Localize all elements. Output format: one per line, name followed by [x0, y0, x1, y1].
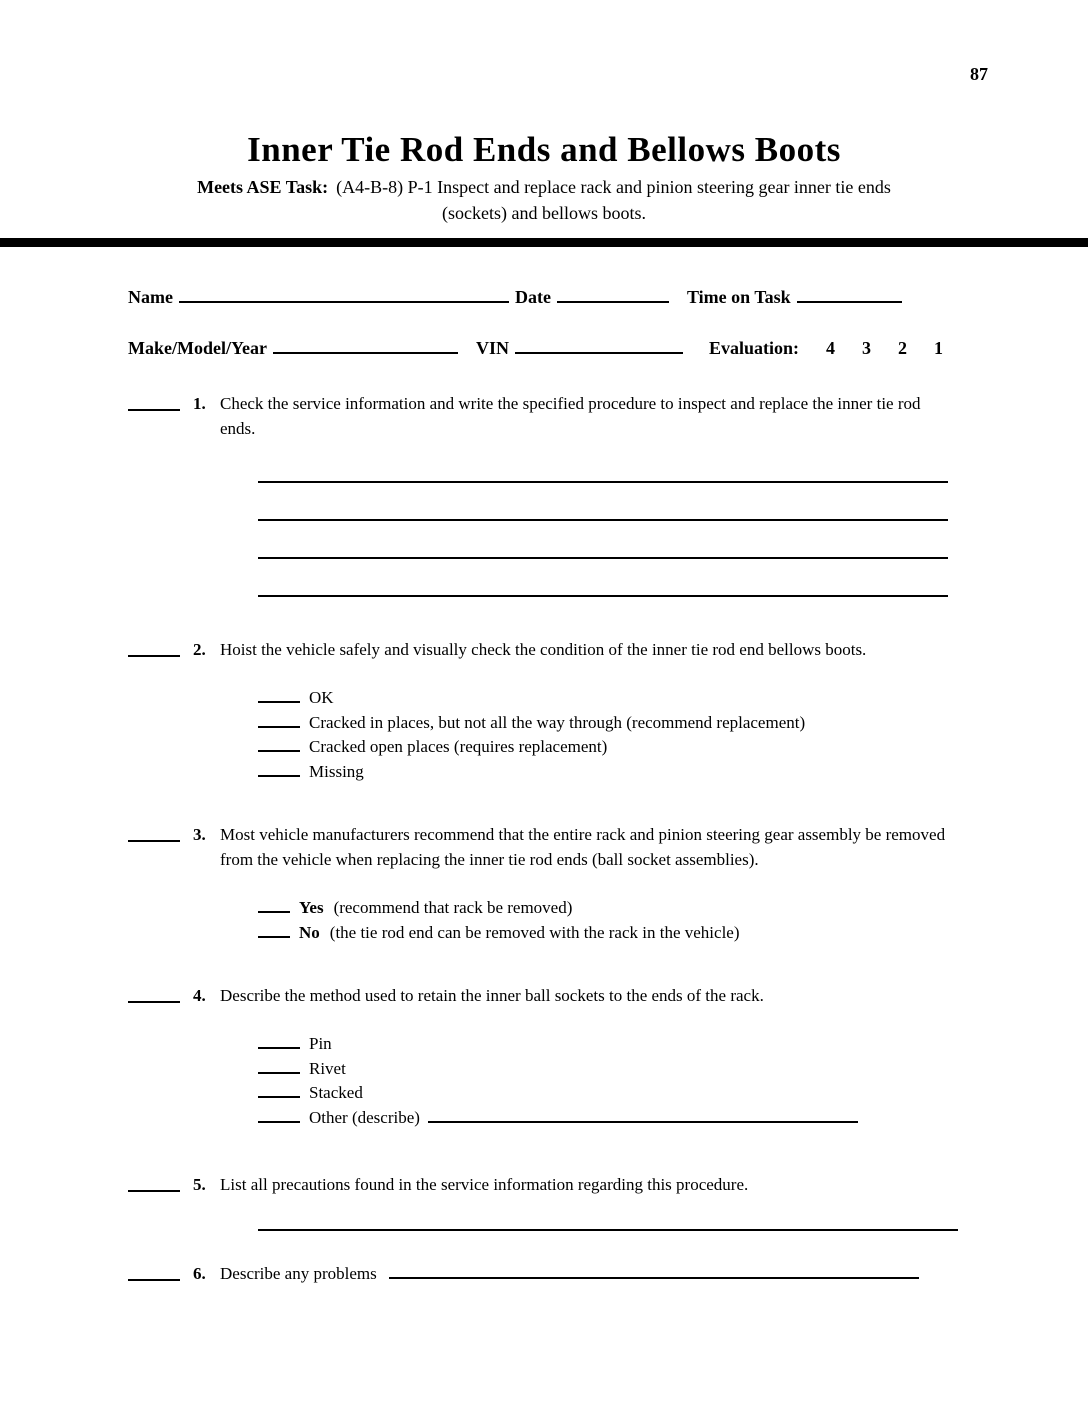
task-item-3 — [128, 822, 960, 945]
option-row — [258, 896, 960, 921]
task-2-text: Hoist the vehicle safely and visually check the condition of the inner tie rod end bellows boots. — [220, 640, 867, 659]
option-check-blank[interactable] — [258, 1083, 300, 1098]
option-check-blank[interactable] — [258, 713, 300, 728]
task-5-number: 5. — [193, 1175, 206, 1194]
option-label: Cracked in places, but not all the way through (recommend replacement) — [309, 712, 806, 732]
make-model-year-label: Make/Model/Year — [128, 338, 267, 358]
task-2-score-blank[interactable] — [128, 637, 180, 657]
option-row — [258, 711, 960, 736]
task-1-number: 1. — [193, 394, 206, 413]
option-label: Rivet — [309, 1058, 346, 1078]
time-on-task-label: Time on Task — [686, 287, 791, 307]
write-line[interactable] — [258, 1205, 958, 1231]
option-row — [258, 1081, 960, 1106]
task-6-score-blank[interactable] — [128, 1261, 180, 1281]
make-model-year-field[interactable] — [273, 336, 458, 354]
divider-rule — [0, 238, 1088, 247]
write-line[interactable] — [258, 559, 948, 597]
evaluation-label: Evaluation: — [708, 338, 800, 358]
task-2-options — [258, 686, 960, 784]
date-label: Date — [514, 287, 551, 307]
time-on-task-field[interactable] — [797, 285, 902, 303]
task-4-options — [258, 1032, 960, 1130]
write-line[interactable] — [258, 483, 948, 521]
option-label: Pin — [309, 1034, 332, 1053]
name-date-row — [128, 285, 960, 310]
task-3-number: 3. — [193, 825, 206, 844]
write-line[interactable] — [258, 521, 948, 559]
task-item-2 — [128, 637, 960, 784]
task-4-score-blank[interactable] — [128, 983, 180, 1003]
ase-task-text-line2: (sockets) and bellows boots. — [442, 203, 646, 223]
option-label: Stacked — [309, 1083, 363, 1102]
evaluation-value-1[interactable]: 1 — [934, 338, 944, 358]
option-description: (the tie rod end can be removed with the rack in the vehicle) — [329, 922, 740, 942]
ase-task-text: (A4-B-8) P-1 Inspect and replace rack and pinion steering gear inner tie ends — [336, 177, 891, 197]
option-check-blank[interactable] — [258, 923, 290, 938]
task-3-score-blank[interactable] — [128, 822, 180, 842]
option-row — [258, 1057, 960, 1082]
write-line[interactable] — [258, 445, 948, 483]
option-check-blank[interactable] — [258, 898, 290, 913]
evaluation-value-4[interactable]: 4 — [826, 338, 836, 358]
date-field[interactable] — [557, 285, 669, 303]
page-title: Inner Tie Rod Ends and Bellows Boots — [247, 130, 841, 169]
ase-task-subtitle — [0, 174, 1088, 226]
option-label-yes: Yes — [299, 898, 324, 917]
task-6-text: Describe any problems — [220, 1264, 377, 1283]
task-1-answer-lines — [258, 445, 960, 597]
task-item-1 — [128, 391, 960, 597]
evaluation-value-2[interactable]: 2 — [898, 338, 908, 358]
ase-task-label: Meets ASE Task: — [197, 177, 329, 197]
option-label-no: No — [299, 922, 320, 942]
option-check-blank[interactable] — [258, 1034, 300, 1049]
task-1-score-blank[interactable] — [128, 391, 180, 411]
option-label-other: Other (describe) — [309, 1107, 420, 1127]
option-check-blank[interactable] — [258, 737, 300, 752]
task-4-text: Describe the method used to retain the inner ball sockets to the ends of the rack. — [220, 986, 764, 1005]
option-label: Cracked open places (requires replacement) — [309, 737, 608, 756]
option-row — [258, 1032, 960, 1057]
task-2-number: 2. — [193, 640, 206, 659]
problems-field[interactable] — [389, 1263, 919, 1279]
other-describe-field[interactable] — [428, 1108, 858, 1123]
option-row — [258, 760, 960, 785]
option-description: (recommend that rack be removed) — [333, 898, 573, 917]
task-1-text: Check the service information and write the specified procedure to inspect and replace the inner tie rod ends. — [220, 394, 921, 438]
task-item-5 — [128, 1172, 960, 1231]
task-4-number: 4. — [193, 986, 206, 1005]
option-check-blank[interactable] — [258, 1059, 300, 1074]
name-field[interactable] — [179, 285, 509, 303]
page-number: 87 — [970, 64, 988, 84]
worksheet-content — [0, 285, 1088, 1286]
task-5-score-blank[interactable] — [128, 1172, 180, 1192]
task-5-text: List all precautions found in the service information regarding this procedure. — [220, 1175, 749, 1194]
vin-label: VIN — [475, 338, 509, 358]
task-3-text: Most vehicle manufacturers recommend that the entire rack and pinion steering gear assembly be removed from the vehicle when replacing the inner tie rod ends (ball socket assemblies). — [220, 825, 946, 869]
option-row — [258, 735, 960, 760]
option-label: Missing — [309, 761, 364, 781]
option-check-blank[interactable] — [258, 762, 300, 777]
option-label: OK — [309, 688, 334, 707]
option-check-blank[interactable] — [258, 688, 300, 703]
option-check-blank[interactable] — [258, 1108, 300, 1123]
option-row — [258, 1106, 960, 1131]
option-row — [258, 686, 960, 711]
task-item-6 — [128, 1261, 960, 1286]
make-vin-row — [128, 336, 960, 361]
evaluation-value-3[interactable]: 3 — [862, 338, 872, 358]
vin-field[interactable] — [515, 336, 683, 354]
task-item-4 — [128, 983, 960, 1130]
task-6-number: 6. — [193, 1264, 206, 1283]
task-3-options — [258, 896, 960, 945]
option-row — [258, 921, 960, 946]
name-label: Name — [128, 287, 173, 307]
